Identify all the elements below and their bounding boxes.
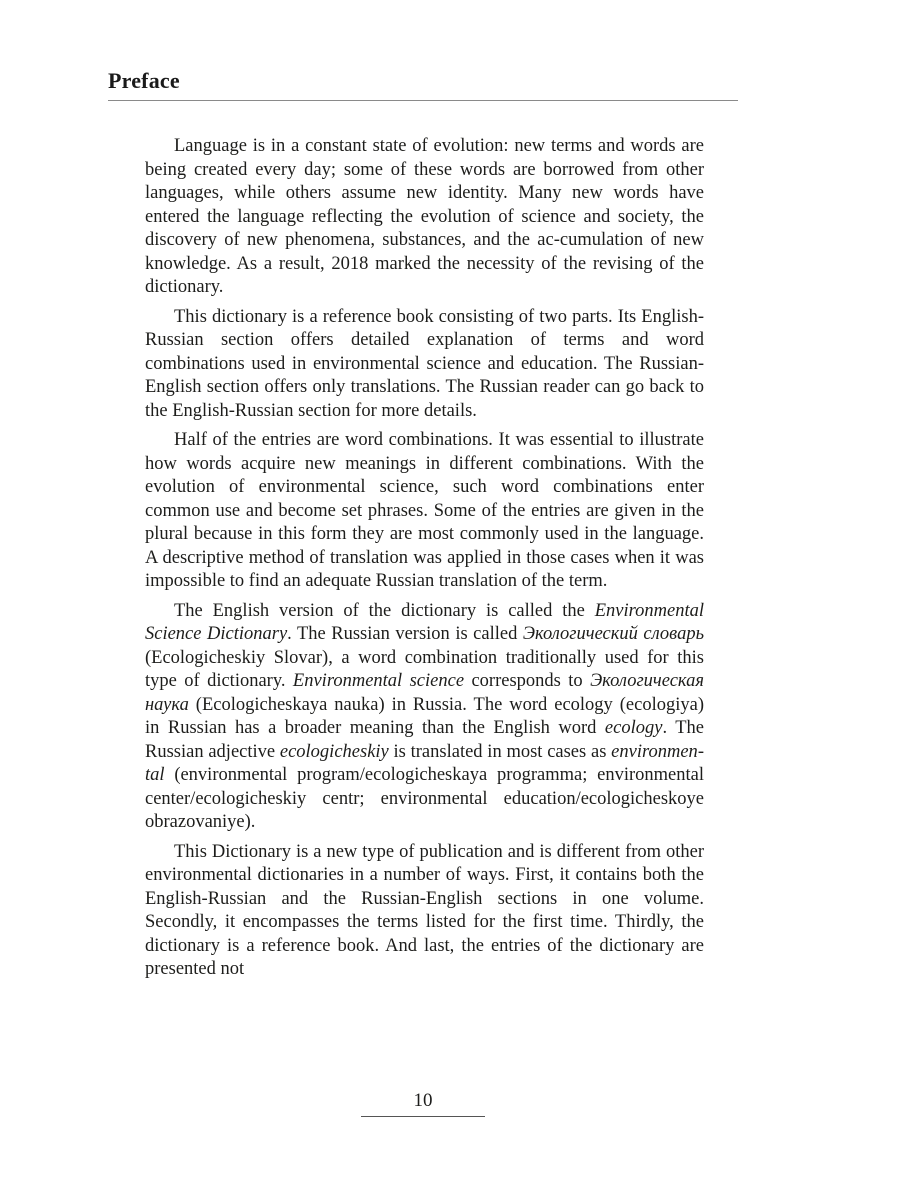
paragraph: [145, 600, 704, 835]
text-run: . The Russian version is called: [287, 624, 523, 644]
text-run: (Ecologicheskaya nauka) in Russia. The word ecology (ecologiya) in Russian has a broader meaning than the English word: [145, 694, 704, 738]
text-run: Half of the entries are word combinations. It was essential to illustrate how words acquire new meanings in different combinations. With the evolution of environmental science, such word combinations enter common use and become set phrases. Some of the entries are given in the plural because in this form they are most commonly used in the language. A descriptive method of translation was applied in those cases when it was impossible to find an adequate Russian translation of the term.: [145, 430, 704, 591]
italic-term: ecology: [604, 718, 663, 738]
page-footer: [361, 1090, 485, 1117]
text-run: corresponds to: [464, 671, 591, 691]
italic-term: ecologicheskiy: [279, 741, 389, 762]
italic-term: Environmental science: [292, 671, 465, 691]
text-run: This dictionary is a reference book consisting of two parts. Its English-Russian section offers detailed explanation of terms and word combinations used in environmental science and education. The Russian-English section offers only translations. The Russian reader can go back to the English-Russian section for more details.: [145, 306, 704, 421]
body-text: [145, 135, 704, 988]
text-run: This Dictionary is a new type of publication and is different from other environmental dictionaries in a number of ways. First, it contains both the English-Russian and the Russian-English sections in one volume. Secondly, it encompasses the terms listed for the first time. Thirdly, the dictionary is a reference book. And last, the entries of the dictionary are presented not: [145, 841, 704, 979]
paragraph: [145, 841, 704, 982]
page-header: [108, 68, 738, 101]
paragraph: [145, 135, 704, 300]
italic-term: environmental: [145, 741, 704, 785]
text-run: The English version of the dictionary is called the: [174, 600, 595, 621]
section-title: Preface: [108, 68, 180, 93]
text-run: (Ecologicheskiy Slovar), a word combination traditionally used for this type of dictionary.: [145, 647, 704, 691]
italic-term: Экологическая наука: [145, 671, 704, 715]
italic-term: Экологический словарь: [522, 624, 704, 644]
text-run: . The Russian adjective: [145, 718, 704, 762]
text-run: (environmental program/ecologicheskaya programma; environmental center/ecologicheskiy centr; environmental education/ecologicheskoye obrazovaniye).: [145, 765, 704, 832]
text-run: is translated in most cases as: [388, 741, 612, 762]
paragraph: [145, 306, 704, 424]
italic-term: Environmental Science Dictionary: [145, 600, 704, 644]
page-number: 10: [413, 1090, 433, 1111]
text-run: Language is in a constant state of evolution: new terms and words are being created every day; some of these words are borrowed from other languages, while others assume new identity. Many new words have entered the language reflecting the evolution of science and society, the discovery of new phenomena, substances, and the ac-cumulation of new knowledge. As a result, 2018 marked the necessity of the revising of the dictionary.: [145, 136, 704, 297]
paragraph: [145, 429, 704, 594]
